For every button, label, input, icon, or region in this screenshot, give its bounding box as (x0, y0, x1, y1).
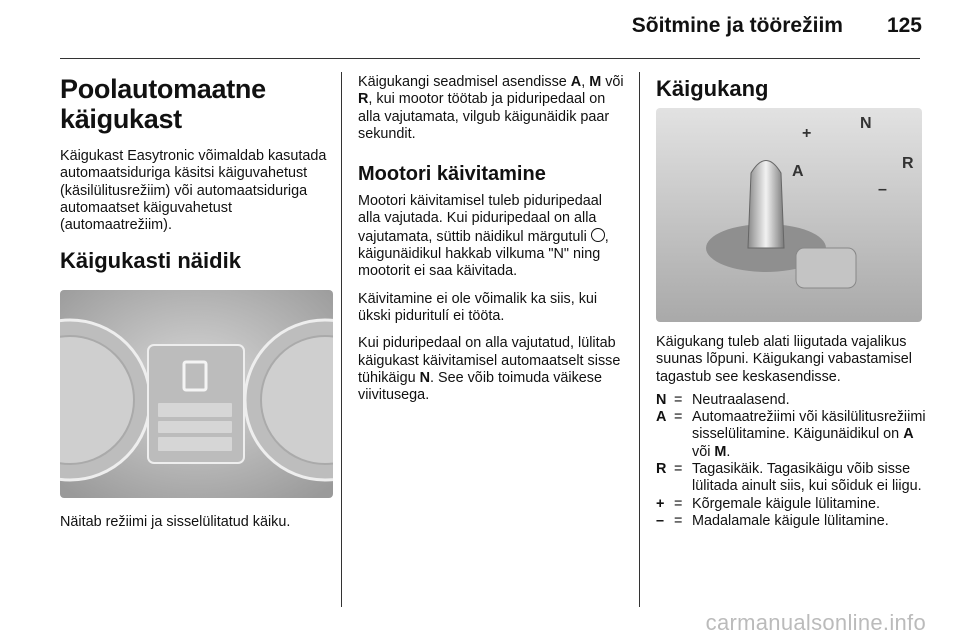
brake-warning-icon (591, 228, 605, 242)
def-value-n: Neutraalasend. (692, 391, 790, 408)
def-key-a: A (656, 409, 667, 426)
def-key-plus: + (656, 495, 665, 512)
lever-position-list: N = Neutraalasend. A = Automaatrežiimi või käsilülitusrežiimi sisselülitamine. Käigunäidikul on A või M. R = Tagasikäik. Tagasikäigu võib sisse lülitada ainult siis, kui sõiduk ei liigu. + = Kõrgemale käigule lülitamine. – = Madalamale käigule lülitamine. (656, 391, 926, 529)
column-divider-1 (341, 72, 342, 607)
watermark: carmanualsonline.info (705, 610, 926, 635)
lever-paragraph: Käigukang tuleb alati liigutada vajalikus suunas lõpuni. Käigukangi vabastamisel tagastub see keskasendisse. (656, 334, 912, 385)
intro-paragraph: Käigukast Easytronic võimaldab kasutada automaatsiduriga käsitsi käiguvahetust (käsilülitusrežiim) või automaatsiduriga automaatset käiguvahetust (automaatrežiim). (60, 148, 327, 234)
gear-lever-figure (656, 108, 922, 322)
heading-engine-start: Mootori käivitamine (358, 163, 546, 186)
lever-label-plus: + (802, 125, 812, 142)
heading-semi-automatic-gearbox: Poolautomaatne käigukast (60, 74, 266, 134)
def-value-r: Tagasikäik. Tagasikäigu võib sisse lülitada ainult siis, kui sõiduk ei liigu. (692, 461, 922, 495)
column-2 (358, 74, 626, 414)
header-rule (60, 58, 920, 59)
page-number: 125 (886, 14, 922, 37)
page-header (632, 14, 922, 38)
section-title: Sõitmine ja töörežiim (631, 14, 843, 37)
def-key-r: R (656, 461, 667, 478)
def-key-n: N (656, 391, 667, 408)
lever-label-minus: – (878, 181, 887, 198)
def-value-plus: Kõrgemale käigule lülitamine. (692, 495, 880, 512)
engine-start-paragraph: Mootori käivitamisel tuleb piduripedaal alla vajutada. Kui piduripedaal on alla vajutamata, süttib näidikul märgutuli , käigunäidikul hakkab vilkuma "N" ning mootorit ei saa käivitada. (358, 193, 609, 280)
column-1 (60, 74, 330, 542)
column-3 (656, 74, 926, 530)
column-divider-2 (639, 72, 640, 607)
def-key-minus: – (656, 512, 665, 529)
flash-paragraph: Käigukangi seadmisel asendisse A, M või R, kui mootor töötab ja piduripedaal on alla vajutamata, vilgub käigunäidik paar sekundit. (358, 74, 624, 142)
lever-label-n: N (860, 115, 872, 132)
lever-label-r: R (902, 155, 914, 172)
def-value-a: Automaatrežiimi või käsilülitusrežiimi sisselülitamine. Käigunäidikul on A või M. (692, 409, 926, 460)
heading-gear-lever: Käigukang (656, 76, 769, 101)
heading-gear-indicator: Käigukasti näidik (60, 248, 241, 274)
lever-label-a: A (792, 163, 804, 180)
figure-caption: Näitab režiimi ja sisselülitatud käiku. (60, 514, 291, 531)
brake-light-paragraph: Käivitamine ei ole võimalik ka siis, kui ükski piduritulí ei tööta. (358, 290, 598, 324)
def-value-minus: Madalamale käigule lülitamine. (692, 512, 889, 529)
neutral-paragraph: Kui piduripedaal on alla vajutatud, lülitab käigukast käivitamisel automaatselt sisse tühikäigu N. See võib toimuda väikese viivitusega. (358, 335, 621, 404)
instrument-cluster-figure (60, 290, 333, 498)
